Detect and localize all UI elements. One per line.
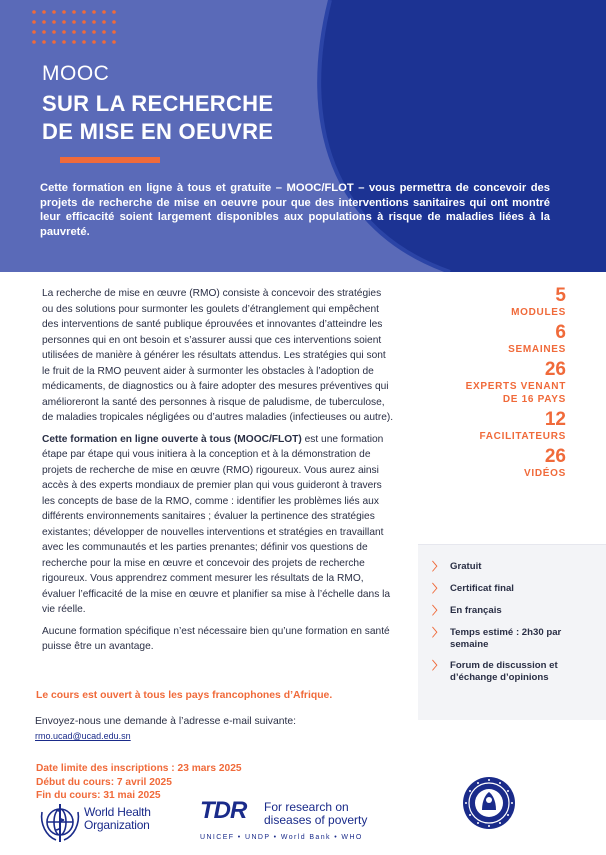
intro-post: – vous permettra de concevoir des projets de recherche de mise en oeuvre pour que des interventions sanitaires qui ont montré leur efficacité soient largement disponibles aux populations à risque de maladies liées à la pauvreté. <box>40 182 550 238</box>
contact-email-link[interactable]: rmo.ucad@ucad.edu.sn <box>35 731 131 741</box>
date-end: Fin du cours: 31 mai 2025 <box>36 790 161 801</box>
stat-number: 12 <box>544 409 566 430</box>
feature-text: En français <box>450 605 502 616</box>
stat-label: EXPERTS VENANT <box>465 381 566 392</box>
stat-number: 5 <box>555 285 566 306</box>
stat-videos <box>406 447 566 480</box>
feature-text: Gratuit <box>450 561 482 572</box>
tdr-tagline-line-2: diseases of poverty <box>264 813 368 827</box>
chevron-right-icon: 〉 <box>432 627 443 639</box>
stat-label: FACILITATEURS <box>479 431 566 442</box>
feature-text: Forum de discussion et d’échange d’opinions <box>450 660 558 683</box>
stat-number: 26 <box>544 446 566 467</box>
stat-experts <box>406 360 566 406</box>
paragraph-rmo-definition: La recherche de mise en œuvre (RMO) consiste à concevoir des stratégies ou des solutions pour surmonter les goulets d’étranglement qui empêchent des interventions de santé publique éprouvées et innovantes d’atteindre les personnes qui en ont besoin et s’assurer aussi que ces interventions soient utilisées de manière à générer les résultats attendus. Les stratégies qui sont le fruit de la RMO peuvent aider à surmonter les obstacles à l’adoption de médicaments, de diagnostics ou à faire adopter des mesures préventives qui amélioreront la santé des personnes à risque de paludisme, de tuberculose, de maladies tropicales négligées ou d’autres maladies (infectieuses ou autre). <box>42 288 394 423</box>
stat-number: 26 <box>544 359 566 380</box>
header-banner <box>0 0 606 272</box>
ucad-seal-icon <box>462 776 516 830</box>
feature-text: Temps estimé : 2h30 par semaine <box>450 627 562 650</box>
paragraph-mooc-rest: est une formation étape par étape qui vous initiera à la conception et à la démonstration de projets de recherche de mise en œuvre (RMO) rigoureux. Vous aurez ainsi accès à des experts mondiaux de premier plan qui vous guideront à travers les concepts de base de la RMO, comme : identifier les problèmes liés aux différents environnements sanitaires ; évaluer la pertinence des stratégies existantes; développer de nouvelles interventions et stratégies en travaillant avec les communautés et les parties prenantes; définir vos questions de recherche pour la mise en œuvre et concevoir des projets de recherche rigoureux. Vous apprendrez comment mesurer les résultats de la RMO, évaluer l’efficacité de la mise en œuvre et planifier sa mise à l’échelle dans la vie réelle. <box>42 433 391 615</box>
email-label: Envoyez-nous une demande à l’adresse e-mail suivante: <box>35 716 297 727</box>
stat-facilitators <box>406 410 566 443</box>
feature-item <box>432 583 597 596</box>
date-deadline: Date limite des inscriptions : 23 mars 2025 <box>36 763 242 774</box>
title-line-2: SUR LA RECHERCHE <box>42 91 274 116</box>
intro-strong: MOOC/FLOT <box>286 182 354 194</box>
stat-label: VIDÉOS <box>524 468 566 479</box>
features-list <box>432 561 597 693</box>
date-start: Début du cours: 7 avril 2025 <box>36 776 172 788</box>
stat-label: SEMAINES <box>508 344 566 355</box>
paragraph-mooc-lead: Cette formation en ligne ouverte à tous (MOOC/FLOT) <box>42 433 302 445</box>
feature-text: Certificat final <box>450 583 514 594</box>
who-line-2: Organization <box>84 818 150 832</box>
feature-item <box>432 605 597 618</box>
intro-paragraph <box>40 181 550 239</box>
intro-pre: Cette formation en ligne à tous et gratuite – <box>40 182 287 194</box>
stat-number: 6 <box>555 322 566 343</box>
who-wordmark <box>84 806 151 832</box>
stat-weeks <box>406 323 566 356</box>
dot-grid-decoration <box>30 8 120 48</box>
stat-label: MODULES <box>511 307 566 318</box>
feature-item <box>432 627 597 651</box>
feature-item <box>432 660 597 684</box>
chevron-right-icon: 〉 <box>432 605 443 617</box>
title-mooc: MOOC <box>42 62 110 85</box>
title-line-3: DE MISE EN OEUVRE <box>42 119 274 144</box>
paragraph-prerequisites: Aucune formation spécifique n’est nécessaire bien qu’une formation en santé puisse être un avantage. <box>42 625 390 652</box>
feature-item <box>432 561 597 574</box>
tdr-logo-mark: TDR <box>200 797 247 824</box>
course-stats <box>406 286 566 484</box>
chevron-right-icon: 〉 <box>432 561 443 573</box>
main-text-column <box>42 286 394 661</box>
paragraph-mooc-description <box>42 432 394 618</box>
tdr-sponsors: UNICEF • UNDP • World Bank • WHO <box>200 834 363 841</box>
tdr-tagline <box>264 801 367 827</box>
chevron-right-icon: 〉 <box>432 660 443 672</box>
open-to-all-notice: Le cours est ouvert à tous les pays francophones d’Afrique. <box>36 690 333 701</box>
tdr-tagline-line-1: For research on <box>264 800 349 814</box>
chevron-right-icon: 〉 <box>432 583 443 595</box>
stat-modules <box>406 286 566 319</box>
stat-label-2: DE 16 PAYS <box>502 394 566 405</box>
title-underline-bar <box>60 157 160 163</box>
who-line-1: World Health <box>84 805 151 819</box>
